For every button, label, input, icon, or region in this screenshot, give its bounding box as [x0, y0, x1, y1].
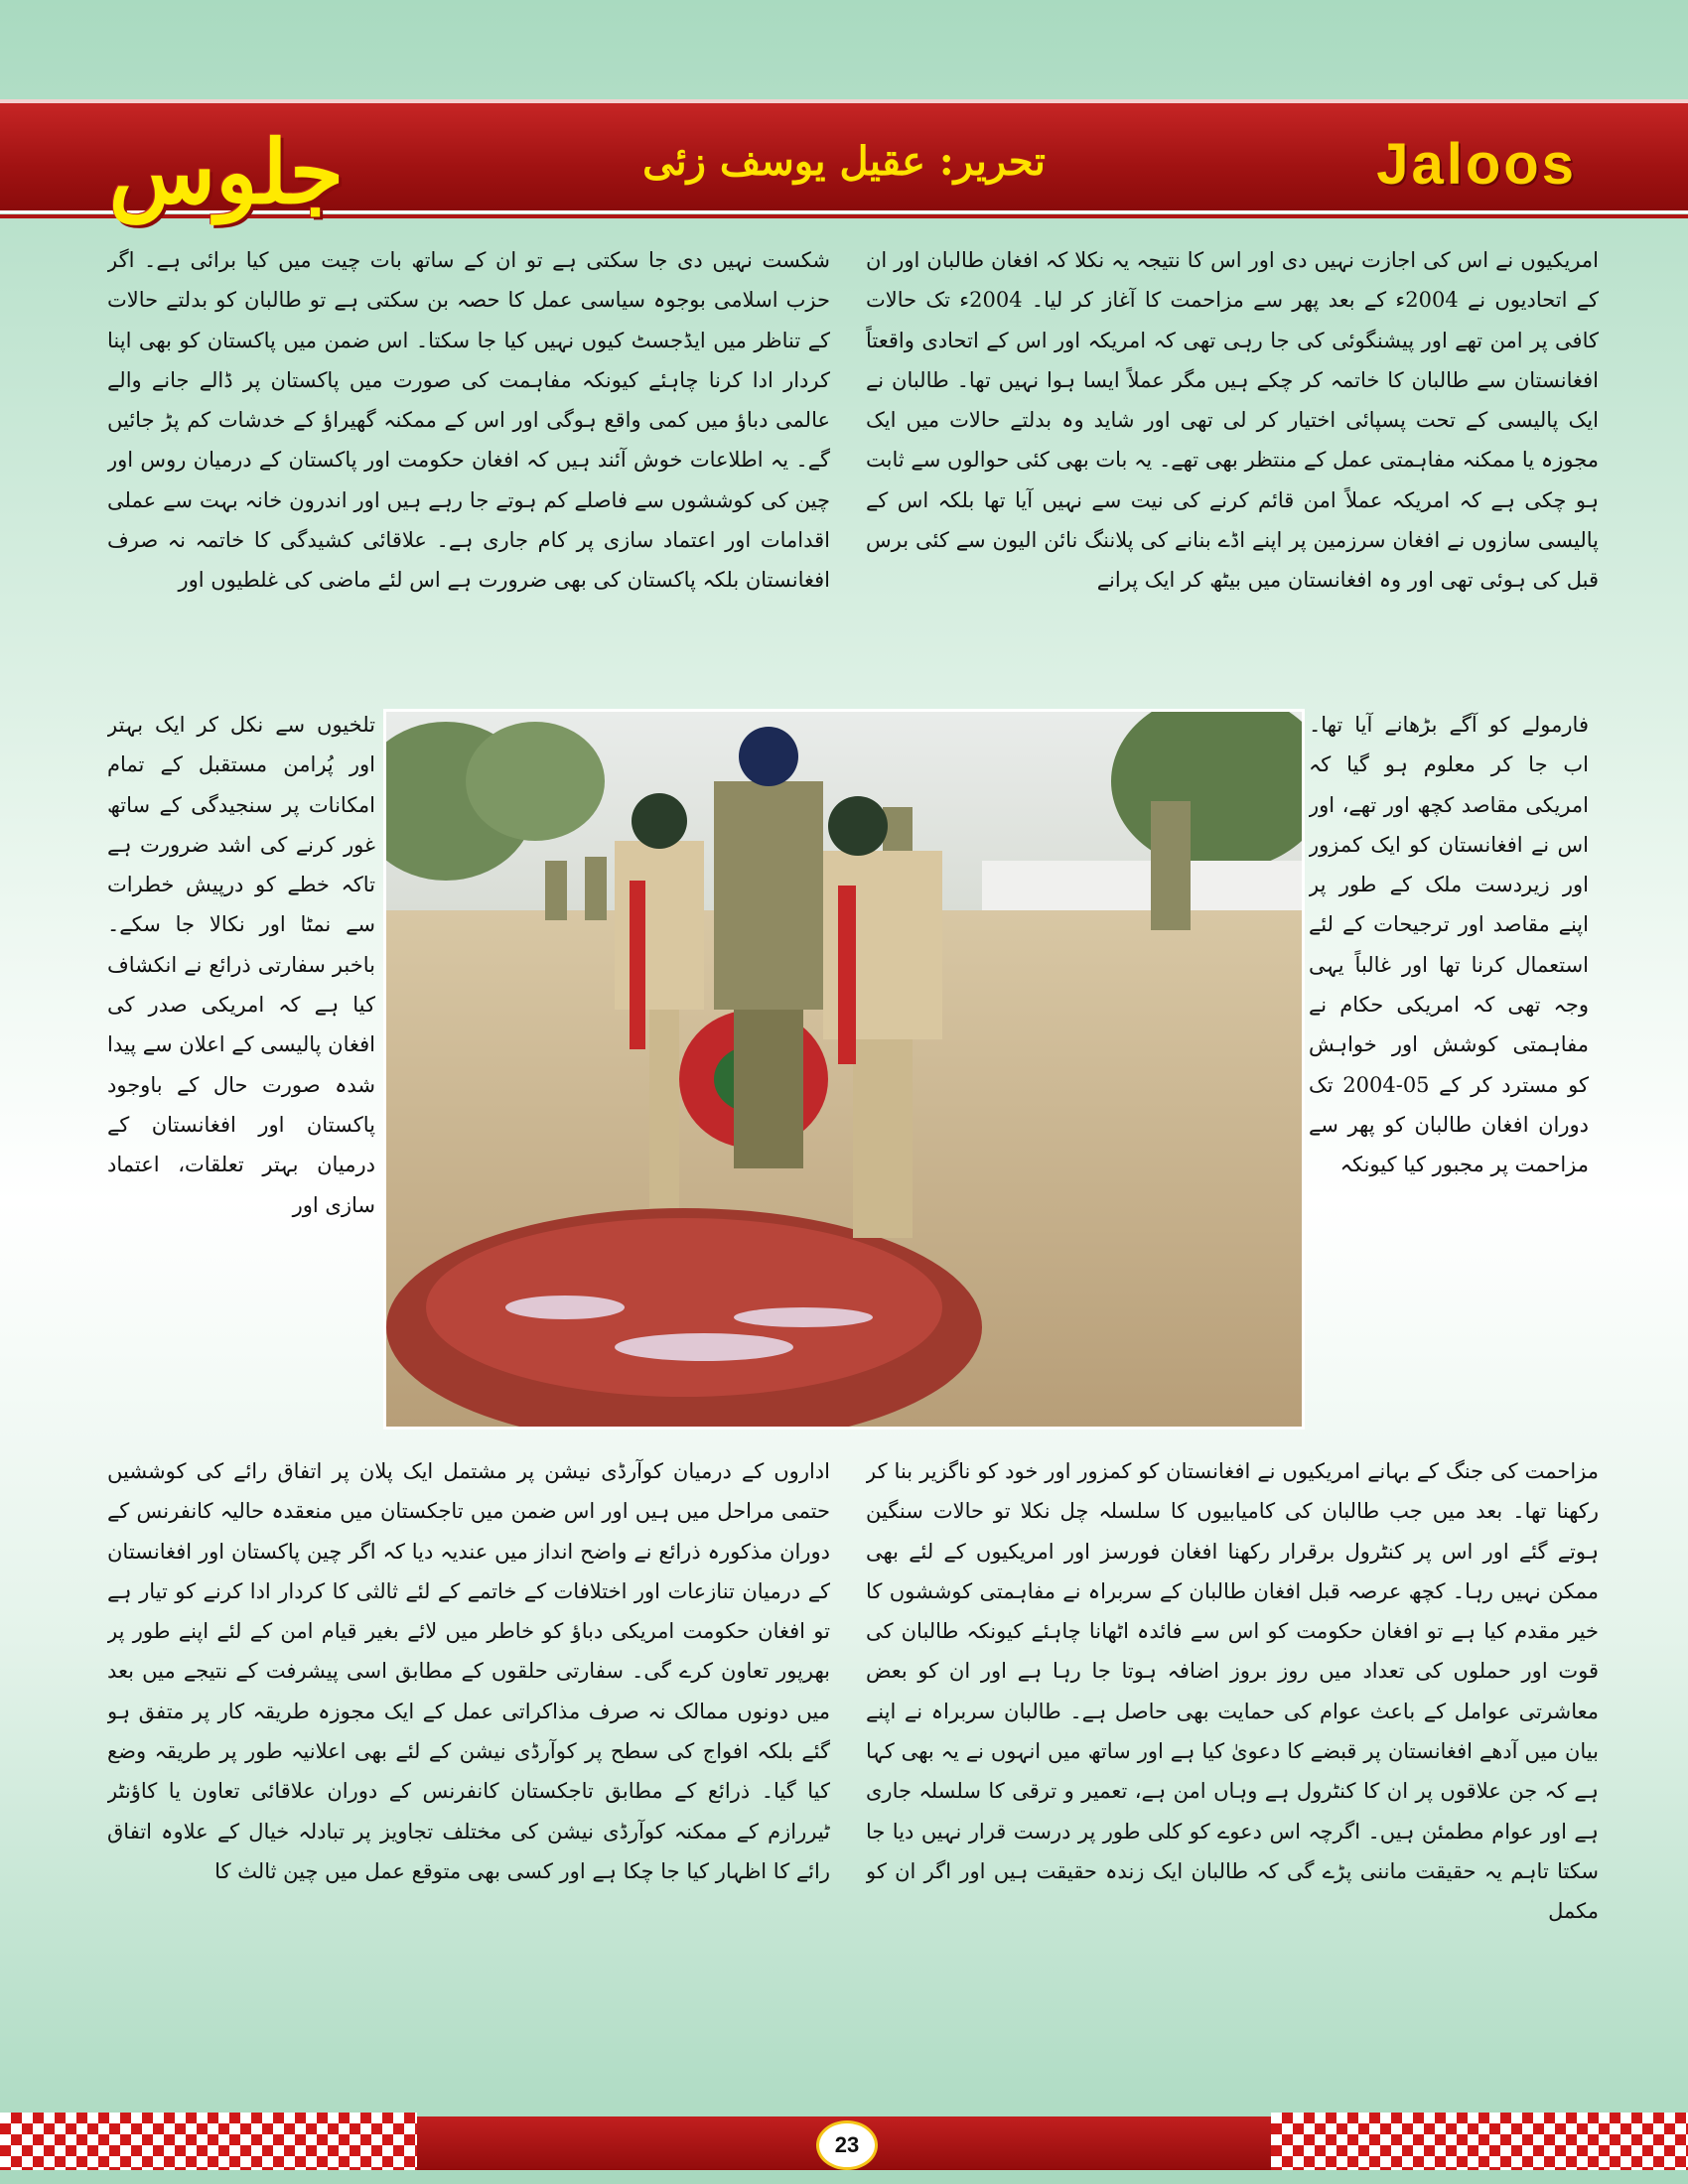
page-number: 23	[816, 2120, 878, 2170]
article-byline: تحریر: عقیل یوسف زئی	[642, 138, 1046, 185]
article-paragraph: تلخیوں سے نکل کر ایک بہتر اور پُرامن مستقبل کے تمام امکانات پر سنجیدگی کے ساتھ غور کرنے کی اشد ضرورت ہے تاکہ خطے کو درپیش خطرات سے نمٹا اور نکالا جا سکے۔ باخبر سفارتی ذرائع نے انکشاف کیا ہے کہ امریکی صدر کی افغان پالیسی کے اعلان سے پیدا شدہ صورت حال کے باوجود پاکستان اور افغانستان کے درمیان بہتر تعلقات، اعتماد سازی اور	[107, 713, 375, 1217]
article-paragraph: فارمولے کو آگے بڑھانے آیا تھا۔ اب جا کر معلوم ہو گیا کہ امریکی مقاصد کچھ اور تھے، اور اس نے افغانستان کو ایک کمزور اور زیردست ملک کے طور پر اپنے مقاصد اور ترجیحات کے لئے استعمال کرنا تھا اور غالباً یہی وجہ تھی کہ امریکی حکام نے مفاہمتی کوشش اور خواہش کو مسترد کر کے 05-2004 تک دوران افغان طالبان کو پھر سے مزاحمت پر مجبور کیا کیونکہ	[1309, 713, 1589, 1177]
brand-logo-urdu: جلوس	[108, 120, 345, 223]
footer-checker-pattern-left	[0, 2113, 417, 2170]
article-column-left-bottom	[107, 1451, 830, 2047]
article-paragraph: مزاحمت کی جنگ کے بہانے امریکیوں نے افغانستان کو کمزور اور خود کو ناگزیر بنا کر رکھنا تھا۔ بعد میں جب طالبان کی کامیابیوں کا سلسلہ چل نکلا تو حالات سنگین ہوتے گئے اور اس پر کنٹرول برقرار رکھنا افغان فورسز اور امریکیوں کے لئے بھی ممکن نہیں رہا۔ کچھ عرصہ قبل افغان طالبان کے سربراہ نے مفاہمتی کوششوں کا خیر مقدم کیا ہے تو افغان حکومت کو اس سے فائدہ اٹھانا چاہئے کیونکہ طالبان کی قوت اور حملوں کی تعداد میں روز بروز اضافہ ہوتا جا رہا ہے اور ان کو بعض معاشرتی عوامل کے باعث عوام کی حمایت بھی حاصل ہے۔ طالبان سربراہ نے اپنے بیان میں آدھے افغانستان پر قبضے کا دعویٰ کیا ہے اور ساتھ میں انہوں نے یہ بھی کہا ہے کہ جن علاقوں پر ان کا کنٹرول ہے وہاں امن ہے، تعمیر و ترقی کا سلسلہ جاری ہے اور عوام مطمئن ہیں۔ اگرچہ اس دعوے کو کلی طور پر درست قرار نہیں دیا جا سکتا تاہم یہ حقیقت ماننی پڑے گی کہ طالبان ایک زندہ حقیقت ہیں اور اگر ان کو مکمل	[866, 1459, 1599, 1924]
article-column-right-narrow	[1309, 705, 1589, 1439]
article-paragraph: امریکیوں نے اس کی اجازت نہیں دی اور اس کا نتیجہ یہ نکلا کہ افغان طالبان اور ان کے اتحادیوں نے 2004ء کے بعد پھر سے مزاحمت کا آغاز کر لیا۔ 2004ء تک حالات کافی پر امن تھے اور پیشنگوئی کی جا رہی تھی کہ امریکہ اور اس کے اتحادی واقعتاً افغانستان سے طالبان کا خاتمہ کر چکے ہیں مگر عملاً ایسا ہوا نہیں تھا۔ طالبان نے ایک پالیسی کے تحت پسپائی اختیار کر لی تھی اور شاید وہ بدلتے حالات میں ایک مجوزہ یا ممکنہ مفاہمتی عمل کے منتظر بھی تھے۔ یہ بات بھی کئی حوالوں سے ثابت ہو چکی ہے کہ امریکہ عملاً امن قائم کرنے کی نیت سے نہیں آیا تھا بلکہ اس کے پالیسی سازوں نے افغان سرزمین پر اپنے اڈے بنانے کی پلاننگ نائن الیون سے کئی برس قبل کی ہوئی تھی اور وہ افغانستان میں بیٹھ کر ایک پرانے	[866, 248, 1599, 593]
footer-checker-pattern-right	[1271, 2113, 1688, 2170]
article-paragraph: شکست نہیں دی جا سکتی ہے تو ان کے ساتھ بات چیت میں کیا برائی ہے۔ اگر حزب اسلامی بوجوہ سیاسی عمل کا حصہ بن سکتی ہے تو طالبان کو بدلتے حالات کے تناظر میں ایڈجسٹ کیوں نہیں کیا جا سکتا۔ اس ضمن میں پاکستان کو بھی اپنا کردار ادا کرنا چاہئے کیونکہ مفاہمت کی صورت میں پاکستان پر ڈالے جانے والے عالمی دباؤ میں کمی واقع ہوگی اور اس کے ممکنہ گھیراؤ کے خدشات کم پڑ جائیں گے۔ یہ اطلاعات خوش آئند ہیں کہ افغان حکومت اور پاکستان کے درمیان روس اور چین کی کوششوں سے فاصلے کم ہوتے جا رہے ہیں اور اندرون خانہ بہت سے عملی اقدامات اور اعتماد سازی پر کام جاری ہے۔ علاقائی کشیدگی کا خاتمہ نہ صرف افغانستان بلکہ پاکستان کی بھی ضرورت ہے اس لئے ماضی کی غلطیوں اور	[107, 248, 830, 593]
article-column-right-bottom	[866, 1451, 1599, 2047]
article-column-left-narrow	[107, 705, 375, 1439]
article-column-left-top	[107, 240, 830, 717]
brand-logo-latin: Jaloos	[1376, 132, 1577, 197]
wreath-laying-ceremony-photo	[383, 709, 1305, 1430]
article-paragraph: اداروں کے درمیان کوآرڈی نیشن پر مشتمل ایک پلان پر اتفاق رائے کی کوششیں حتمی مراحل میں ہیں اور اس ضمن میں تاجکستان میں منعقدہ حالیہ کانفرنس کے دوران مذکورہ ذرائع نے واضح انداز میں عندیہ دیا کہ اگر چین پاکستان اور افغانستان کے درمیان تنازعات اور اختلافات کے خاتمے کے لئے ثالثی کا کردار ادا کرنے کو تیار ہے تو افغان حکومت امریکی دباؤ کو خاطر میں لائے بغیر قیام امن کے لئے اپنے طور پر بھرپور تعاون کرے گی۔ سفارتی حلقوں کے مطابق اسی پیشرفت کے نتیجے میں بعد میں دونوں ممالک نہ صرف مذاکراتی عمل کے ایک مجوزہ طریقہ کار پر متفق ہو گئے بلکہ افواج کی سطح پر کوآرڈی نیشن کے لئے بھی اعلانیہ طور پر طریقہ وضع کیا گیا۔ ذرائع کے مطابق تاجکستان کانفرنس کے دوران علاقائی تعاون یا کاؤنٹر ٹیررازم کے ممکنہ کوآرڈی نیشن کی مختلف تجاویز پر تبادلہ خیال کے علاوہ اتفاق رائے کا اظہار کیا جا چکا ہے اور کسی بھی متوقع عمل میں چین ثالث کا	[107, 1459, 830, 1883]
article-column-right-top	[866, 240, 1599, 717]
